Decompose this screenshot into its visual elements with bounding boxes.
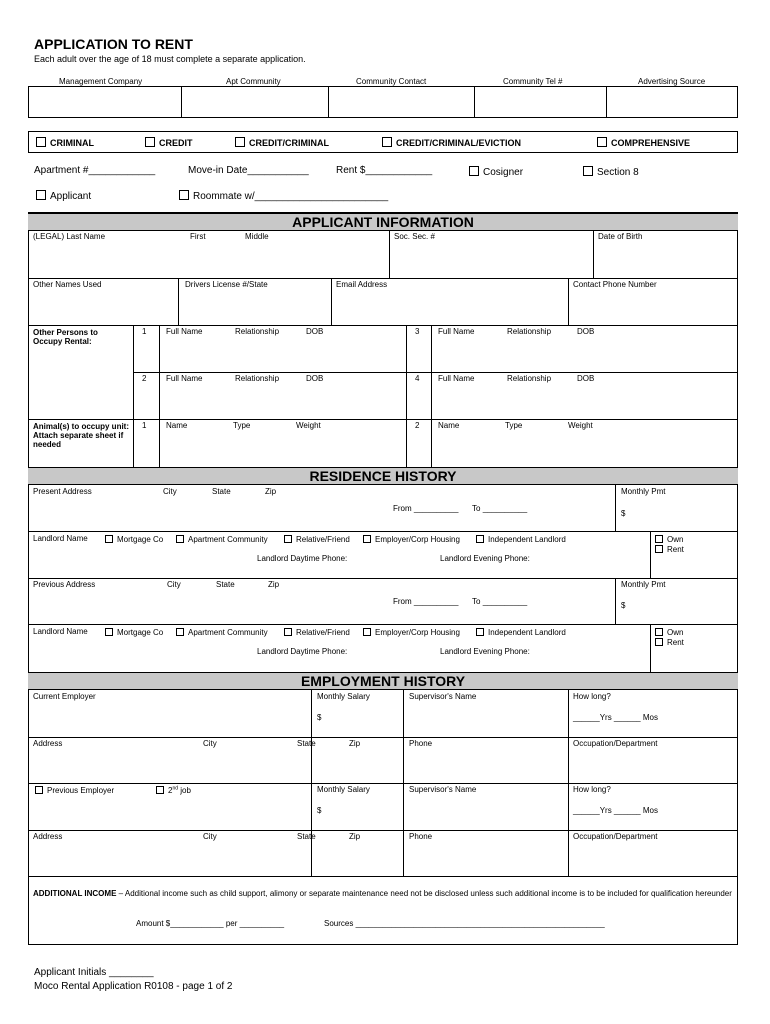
rent-amount[interactable]: Rent $____________ [336,165,433,176]
legal-last-name-label: (LEGAL) Last Name [33,232,106,241]
ssn-field[interactable] [390,242,592,277]
landlord-type-apartment[interactable]: Apartment Community [176,535,268,544]
checkbox-icon[interactable] [176,628,184,636]
city-label: City [203,739,217,748]
animal-1-field[interactable] [160,432,405,466]
supervisor-label: Supervisor's Name [409,785,477,794]
landlord-type-apartment[interactable]: Apartment Community [176,628,268,637]
dob-label: DOB [577,327,595,336]
page-title: APPLICATION TO RENT [34,36,193,52]
animal-name-label: Name [438,421,460,430]
advertising-source-field[interactable] [607,87,737,117]
person-3-field[interactable] [432,338,737,371]
occupation-label: Occupation/Department [573,739,658,748]
own-option[interactable]: Own [655,535,683,544]
contact-phone-label: Contact Phone Number [573,280,657,289]
zip-label: Zip [349,739,361,748]
checkbox-icon[interactable] [35,786,43,794]
previous-address-field[interactable] [29,590,389,623]
animal-name-label: Name [166,421,188,430]
checkbox-icon[interactable] [469,166,479,176]
from-date[interactable]: From __________ [393,597,459,606]
previous-employer-field[interactable] [29,798,310,829]
own-option[interactable]: Own [655,628,683,637]
dob-field[interactable] [594,242,737,277]
landlord-type-employer[interactable]: Employer/Corp Housing [363,535,460,544]
first-name-label: First [190,232,206,241]
email-field[interactable] [332,290,567,324]
supervisor-label: Supervisor's Name [409,692,477,701]
phone-label: Phone [409,832,433,841]
col-advertising-source: Advertising Source [638,77,706,86]
to-date[interactable]: To __________ [472,597,528,606]
email-label: Email Address [336,280,388,289]
community-contact-field[interactable] [329,87,473,117]
screening-criminal[interactable]: CRIMINAL [36,137,94,148]
zip-label: Zip [268,580,280,589]
apartment-number[interactable]: Apartment #____________ [34,165,156,176]
monthly-pmt-dollar: $ [621,509,626,518]
to-date[interactable]: To __________ [472,504,528,513]
community-tel-field[interactable] [475,87,605,117]
address-label: Address [33,832,63,841]
animal-type-label: Type [233,421,251,430]
income-sources[interactable]: Sources ________________________________________________________ [324,919,605,928]
supervisor-field[interactable] [404,798,567,829]
name-field[interactable] [29,242,388,277]
section8-option[interactable]: Section 8 [583,166,639,178]
checkbox-icon[interactable] [476,628,484,636]
landlord-day-phone[interactable]: Landlord Daytime Phone: [257,647,348,656]
checkbox-icon[interactable] [105,535,113,543]
dob-label: DOB [577,374,595,383]
landlord-eve-phone[interactable]: Landlord Evening Phone: [440,554,530,563]
animal-type-label: Type [505,421,523,430]
current-employer-field[interactable] [29,702,310,736]
checkbox-icon[interactable] [655,638,663,646]
years-months[interactable]: ______Yrs ______ Mos [573,713,658,722]
address-label: Address [33,739,63,748]
salary-field[interactable] [322,798,402,823]
monthly-pmt-label: Monthly Pmt [621,487,666,496]
city-label: City [167,580,181,589]
col-management-company: Management Company [59,77,143,86]
occupation-label: Occupation/Department [573,832,658,841]
salary-field[interactable] [322,705,402,730]
salary-dollar: $ [317,806,322,815]
rent-option[interactable]: Rent [655,545,684,554]
person-number: 3 [415,327,420,336]
landlord-type-relative[interactable]: Relative/Friend [284,628,350,637]
previous-address-label: Previous Address [33,580,96,589]
checkbox-icon[interactable] [179,190,189,200]
date-of-birth-label: Date of Birth [598,232,643,241]
landlord-name-label: Landlord Name [33,534,88,543]
form-identifier: Moco Rental Application R0108 - page 1 of 2 [34,981,233,992]
screening-credit-criminal-eviction[interactable]: CREDIT/CRIMINAL/EVICTION [382,137,521,148]
monthly-pmt-label: Monthly Pmt [621,580,666,589]
landlord-type-mortgage[interactable]: Mortgage Co [105,628,163,637]
landlord-day-phone[interactable]: Landlord Daytime Phone: [257,554,348,563]
relationship-label: Relationship [507,374,552,383]
how-long-label: How long? [573,785,611,794]
full-name-label: Full Name [166,374,203,383]
landlord-type-independent[interactable]: Independent Landlord [476,628,566,637]
middle-name-label: Middle [245,232,269,241]
person-number: 4 [415,374,420,383]
ssn-label: Soc. Sec. # [394,232,435,241]
checkbox-icon[interactable] [363,628,371,636]
section-residence-history: RESIDENCE HISTORY [28,467,738,485]
state-label: State [216,580,235,589]
monthly-salary-label: Monthly Salary [317,785,370,794]
animal-weight-label: Weight [296,421,321,430]
additional-income-note: ADDITIONAL INCOME – Additional income such as child support, alimony or separate maintenance need not be disclosed unless such additional income is to be included for qualification hereunder [33,889,732,898]
move-in-date[interactable]: Move-in Date___________ [188,165,309,176]
monthly-pmt-dollar: $ [621,601,626,610]
salary-dollar: $ [317,713,322,722]
checkbox-icon[interactable] [235,137,245,147]
monthly-pmt-field[interactable] [626,598,736,618]
employer-address-field[interactable] [29,749,403,782]
cosigner-option[interactable]: Cosigner [469,166,523,178]
present-address-field[interactable] [29,497,389,530]
rent-option[interactable]: Rent [655,638,684,647]
full-name-label: Full Name [438,327,475,336]
animals-label: Animal(s) to occupy unit: Attach separate sheet if needed [33,422,129,449]
occupation-field[interactable] [569,749,737,782]
landlord-eve-phone[interactable]: Landlord Evening Phone: [440,647,530,656]
apt-community-field[interactable] [182,87,327,117]
employer-phone-field[interactable] [404,842,567,875]
contact-phone-field[interactable] [569,290,737,324]
occupation-field[interactable] [569,842,737,875]
col-community-tel: Community Tel # [503,77,563,86]
relationship-label: Relationship [507,327,552,336]
landlord-type-employer[interactable]: Employer/Corp Housing [363,628,460,637]
zip-label: Zip [265,487,277,496]
monthly-pmt-field[interactable] [626,505,736,525]
dob-label: DOB [306,327,324,336]
checkbox-icon[interactable] [655,535,663,543]
full-name-label: Full Name [438,374,475,383]
section-applicant-information: APPLICANT INFORMATION [28,213,738,231]
management-company-field[interactable] [29,87,180,117]
checkbox-icon[interactable] [284,535,292,543]
other-names-field[interactable] [29,290,177,324]
roommate-option[interactable]: Roommate w/________________________ [179,190,388,202]
animal-number: 2 [415,421,420,430]
landlord-type-mortgage[interactable]: Mortgage Co [105,535,163,544]
section-employment-history: EMPLOYMENT HISTORY [28,672,738,690]
full-name-label: Full Name [166,327,203,336]
drivers-license-label: Drivers License #/State [185,280,268,289]
person-2-field[interactable] [160,385,405,418]
checkbox-icon[interactable] [156,786,164,794]
years-months[interactable]: ______Yrs ______ Mos [573,806,658,815]
person-1-field[interactable] [160,338,405,371]
landlord-type-relative[interactable]: Relative/Friend [284,535,350,544]
second-job-option[interactable]: 2nd job [156,786,191,795]
state-label: State [297,832,316,841]
income-amount[interactable]: Amount $____________ per __________ [136,919,285,928]
animal-weight-label: Weight [568,421,593,430]
applicant-initials[interactable]: Applicant Initials ________ [34,967,154,978]
previous-employer-option[interactable]: Previous Employer [35,786,114,795]
present-address-label: Present Address [33,487,92,496]
drivers-license-field[interactable] [179,290,330,324]
screening-credit-criminal[interactable]: CREDIT/CRIMINAL [235,137,329,148]
checkbox-icon[interactable] [145,137,155,147]
how-long-label: How long? [573,692,611,701]
zip-label: Zip [349,832,361,841]
screening-credit[interactable]: CREDIT [145,137,193,148]
checkbox-icon[interactable] [36,137,46,147]
from-date[interactable]: From __________ [393,504,459,513]
checkbox-icon[interactable] [176,535,184,543]
checkbox-icon[interactable] [36,190,46,200]
supervisor-field[interactable] [404,702,567,736]
checkbox-icon[interactable] [284,628,292,636]
monthly-salary-label: Monthly Salary [317,692,370,701]
checkbox-icon[interactable] [655,545,663,553]
relationship-label: Relationship [235,374,280,383]
person-number: 2 [142,374,147,383]
screening-comprehensive[interactable]: COMPREHENSIVE [597,137,690,148]
dob-label: DOB [306,374,324,383]
checkbox-icon[interactable] [655,628,663,636]
other-names-label: Other Names Used [33,280,102,289]
landlord-name-label: Landlord Name [33,627,88,636]
page-subtitle: Each adult over the age of 18 must complete a separate application. [34,54,306,64]
applicant-option[interactable]: Applicant [36,190,91,202]
other-persons-label: Other Persons to Occupy Rental: [33,328,98,346]
col-apt-community: Apt Community [226,77,281,86]
checkbox-icon[interactable] [597,137,607,147]
checkbox-icon[interactable] [363,535,371,543]
employer-address-field[interactable] [29,842,403,875]
person-4-field[interactable] [432,385,737,418]
state-label: State [297,739,316,748]
animal-number: 1 [142,421,147,430]
state-label: State [212,487,231,496]
current-employer-label: Current Employer [33,692,96,701]
city-label: City [163,487,177,496]
animal-2-field[interactable] [432,432,737,466]
checkbox-icon[interactable] [583,166,593,176]
checkbox-icon[interactable] [382,137,392,147]
checkbox-icon[interactable] [105,628,113,636]
relationship-label: Relationship [235,327,280,336]
landlord-type-independent[interactable]: Independent Landlord [476,535,566,544]
checkbox-icon[interactable] [476,535,484,543]
col-community-contact: Community Contact [356,77,427,86]
person-number: 1 [142,327,147,336]
employer-phone-field[interactable] [404,749,567,782]
city-label: City [203,832,217,841]
phone-label: Phone [409,739,433,748]
